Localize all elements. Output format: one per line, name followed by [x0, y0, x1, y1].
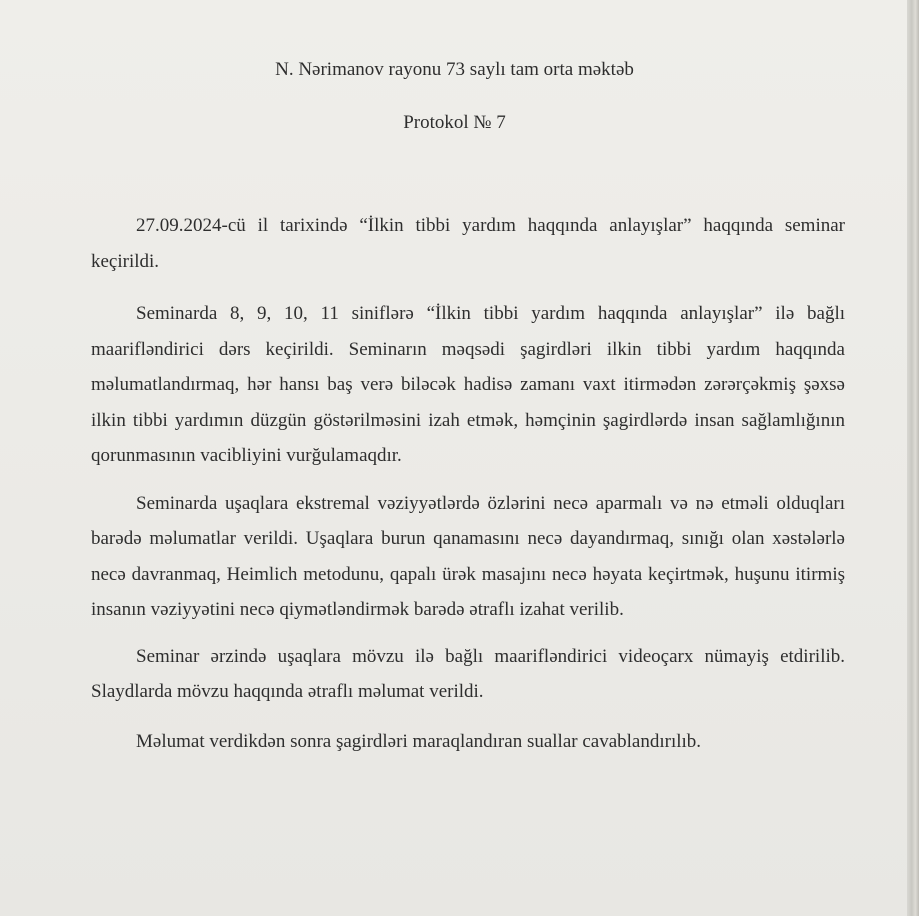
paragraph-seminar-date: 27.09.2024-cü il tarixində “İlkin tibbi yardım haqqında anlayışlar” haqqında seminar keçirildi. — [91, 215, 845, 272]
paragraph-seminar-content: Seminarda uşaqlara ekstremal vəziyyətlərdə özlərini necə aparmalı və nə etməli olduqları barədə məlumatlar verildi. Uşaqlara burun qanamasını necə dayandırmaq, sınığı olan xəstələrlə necə davranmaq, Heimlich metodunu, qapalı ürək masajını necə həyata keçirtmək, huşunu itirmiş insanın vəziyyətini necə qiymətləndirmək barədə ətraflı izahat verilib. — [91, 492, 845, 620]
document-body — [91, 208, 845, 759]
paragraph-questions: Məlumat verdikdən sonra şagirdləri maraqlandıran suallar cavablandırılıb. — [136, 730, 702, 752]
paper-edge — [907, 0, 919, 916]
paragraph-seminar-purpose: Seminarda 8, 9, 10, 11 siniflərə “İlkin tibbi yardım haqqında anlayışlar” ilə bağlı maarifləndirici dərs keçirildi. Seminarın məqsədi şagirdləri ilkin tibbi yardım haqqında məlumatlandırmaq, hər hansı baş verə biləcək hadisə zamanı vaxt itirmədən zərərçəkmiş şəxsə ilkin tibbi yardımın düzgün göstərilməsini izah etmək, həmçinin şagirdlərdə insan sağlamlığının qorunmasının vacibliyini vurğulamaqdır. — [91, 303, 845, 466]
paragraph-video-slides: Seminar ərzində uşaqlara mövzu ilə bağlı maarifləndirici videoçarx nümayiş etdirilib. Slaydlarda mövzu haqqında ətraflı məlumat verildi. — [91, 645, 845, 702]
protocol-title: Protokol № 7 — [403, 112, 506, 133]
school-name: N. Nərimanov rayonu 73 saylı tam orta məktəb — [275, 59, 634, 80]
